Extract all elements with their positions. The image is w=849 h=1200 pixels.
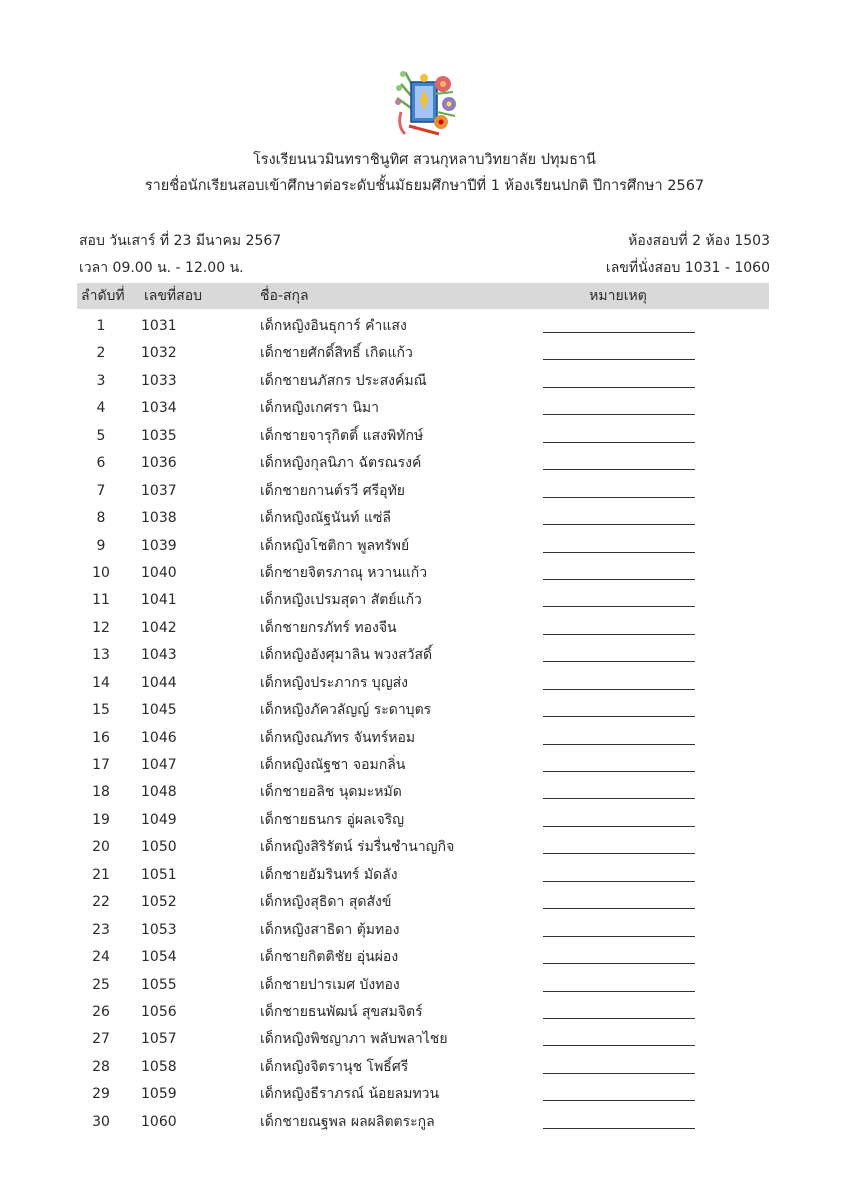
row-no: 3	[96, 372, 106, 389]
row-exam-id: 1037	[141, 482, 177, 499]
remark-line	[543, 1018, 695, 1019]
row-student-name: เด็กชายนภัสกร ประสงค์มณี	[260, 372, 427, 389]
row-no: 10	[92, 564, 110, 581]
row-student-name: เด็กหญิงอังศุมาลิน พวงสวัสดิ์	[260, 647, 433, 664]
row-student-name: เด็กชายปารเมศ บังทอง	[260, 976, 400, 993]
row-student-name: เด็กหญิงโชติกา พูลทรัพย์	[260, 537, 410, 554]
exam-time: เวลา 09.00 น. - 12.00 น.	[79, 260, 244, 276]
table-row	[77, 560, 769, 587]
row-student-name: เด็กชายกานต์รวี ศรีอุทัย	[260, 482, 405, 499]
row-no: 12	[92, 619, 110, 636]
row-no: 13	[92, 647, 110, 664]
row-no: 11	[92, 592, 110, 609]
remark-line	[543, 1128, 695, 1129]
row-no: 17	[92, 757, 110, 773]
remark-line	[543, 798, 695, 799]
remark-line	[543, 991, 695, 992]
school-emblem-logo	[391, 64, 461, 140]
row-exam-id: 1058	[141, 1058, 177, 1075]
table-row	[77, 505, 769, 532]
table-row	[77, 478, 769, 505]
table-row	[77, 1081, 769, 1108]
remark-line	[543, 442, 695, 443]
row-exam-id: 1047	[141, 757, 177, 773]
remark-line	[543, 414, 695, 415]
table-row	[77, 725, 769, 752]
seat-range: เลขที่นั่งสอบ 1031 - 1060	[605, 260, 770, 276]
row-exam-id: 1034	[141, 400, 177, 417]
row-student-name: เด็กชายอลิช นุดมะหมัด	[260, 784, 402, 801]
table-row	[77, 533, 769, 560]
header-no: ลำดับที่	[81, 288, 125, 304]
row-exam-id: 1039	[141, 537, 177, 554]
row-no: 1	[96, 318, 106, 334]
table-row	[77, 1054, 769, 1081]
document-subtitle: รายชื่อนักเรียนสอบเข้าศึกษาต่อระดับชั้นมัธยมศึกษาปีที่ 1 ห้องเรียนปกติ ปีการศึกษา 2567	[144, 178, 705, 194]
remark-line	[543, 908, 695, 909]
exam-room: ห้องสอบที่ 2 ห้อง 1503	[628, 233, 770, 249]
remark-line	[543, 963, 695, 964]
row-exam-id: 1055	[141, 976, 177, 993]
table-row	[77, 450, 769, 477]
remark-line	[543, 552, 695, 553]
row-exam-id: 1041	[141, 592, 177, 609]
table-row	[77, 423, 769, 450]
remark-line	[543, 716, 695, 717]
row-student-name: เด็กชายจิตรภาณุ หวานแก้ว	[260, 564, 428, 581]
table-row	[77, 697, 769, 724]
row-exam-id: 1048	[141, 784, 177, 801]
remark-line	[543, 332, 695, 333]
remark-line	[543, 1100, 695, 1101]
table-row	[77, 779, 769, 806]
remark-line	[543, 469, 695, 470]
row-student-name: เด็กหญิงจิตรานุช โพธิ์ศรี	[260, 1058, 409, 1075]
row-student-name: เด็กชายอัมรินทร์ มัดลัง	[260, 866, 398, 883]
table-row	[77, 999, 769, 1026]
exam-date: สอบ วันเสาร์ ที่ 23 มีนาคม 2567	[79, 233, 282, 249]
row-exam-id: 1052	[141, 894, 177, 911]
row-exam-id: 1033	[141, 372, 177, 389]
row-student-name: เด็กหญิงสิริรัตน์ ร่มรื่นชำนาญกิจ	[260, 839, 455, 856]
row-no: 6	[96, 455, 106, 472]
row-no: 20	[92, 839, 110, 856]
table-header	[77, 283, 769, 309]
row-no: 9	[96, 537, 106, 554]
remark-line	[543, 387, 695, 388]
row-student-name: เด็กชายธนพัฒน์ สุขสมจิตร์	[260, 1003, 423, 1020]
row-student-name: เด็กหญิงณัฐนันท์ แซ่ลี	[260, 510, 391, 527]
header-exam-id: เลขที่สอบ	[144, 288, 203, 304]
school-name: โรงเรียนนวมินทราชินูทิศ สวนกุหลาบวิทยาลัย ปทุมธานี	[253, 152, 596, 168]
row-exam-id: 1051	[141, 866, 177, 883]
remark-line	[543, 1073, 695, 1074]
student-table	[77, 313, 769, 1136]
row-no: 24	[92, 949, 110, 966]
remark-line	[543, 771, 695, 772]
row-student-name: เด็กชายจารุกิตติ์ แสงพิทักษ์	[260, 427, 424, 444]
remark-line	[543, 634, 695, 635]
row-no: 28	[92, 1058, 110, 1075]
row-student-name: เด็กหญิงเกศรา นิมา	[260, 400, 379, 417]
row-exam-id: 1044	[141, 674, 177, 691]
table-row	[77, 862, 769, 889]
remark-line	[543, 1045, 695, 1046]
remark-line	[543, 661, 695, 662]
table-row	[77, 313, 769, 340]
table-row	[77, 340, 769, 367]
table-row	[77, 1026, 769, 1053]
row-exam-id: 1042	[141, 619, 177, 636]
row-no: 16	[92, 729, 110, 746]
row-exam-id: 1040	[141, 564, 177, 581]
row-student-name: เด็กชายณฐพล ผลผลิตตระกูล	[260, 1113, 435, 1130]
row-exam-id: 1035	[141, 427, 177, 444]
remark-line	[543, 579, 695, 580]
table-row	[77, 917, 769, 944]
row-exam-id: 1043	[141, 647, 177, 664]
table-row	[77, 834, 769, 861]
row-exam-id: 1056	[141, 1003, 177, 1020]
row-student-name: เด็กหญิงณภัทร จันทร์หอม	[260, 729, 416, 746]
row-no: 25	[92, 976, 110, 993]
table-row	[77, 368, 769, 395]
row-no: 29	[92, 1086, 110, 1103]
header-name: ชื่อ-สกุล	[260, 288, 309, 304]
row-exam-id: 1060	[141, 1113, 177, 1130]
row-exam-id: 1036	[141, 455, 177, 472]
row-student-name: เด็กชายศักดิ์สิทธิ์ เกิดแก้ว	[260, 345, 413, 362]
row-no: 7	[96, 482, 106, 499]
row-no: 5	[96, 427, 106, 444]
remark-line	[543, 497, 695, 498]
remark-line	[543, 606, 695, 607]
table-row	[77, 1109, 769, 1136]
remark-line	[543, 359, 695, 360]
row-no: 22	[92, 894, 110, 911]
row-exam-id: 1038	[141, 510, 177, 527]
row-student-name: เด็กหญิงพิชญาภา พลับพลาไชย	[260, 1031, 448, 1048]
row-exam-id: 1045	[141, 702, 177, 719]
row-no: 27	[92, 1031, 110, 1048]
remark-line	[543, 853, 695, 854]
row-no: 30	[92, 1113, 110, 1130]
remark-line	[543, 744, 695, 745]
row-student-name: เด็กหญิงอินธุการ์ คำแสง	[260, 318, 407, 334]
row-student-name: เด็กหญิงกุลนิภา ฉัตรณรงค์	[260, 455, 422, 472]
row-no: 18	[92, 784, 110, 801]
row-no: 2	[96, 345, 106, 362]
header-remark: หมายเหตุ	[589, 288, 647, 304]
row-student-name: เด็กหญิงณัฐชา จอมกลิ่น	[260, 757, 406, 773]
row-student-name: เด็กหญิงประภากร บุญส่ง	[260, 674, 409, 691]
table-row	[77, 642, 769, 669]
row-no: 21	[92, 866, 110, 883]
remark-line	[543, 881, 695, 882]
row-student-name: เด็กชายธนกร อู่ผลเจริญ	[260, 811, 405, 828]
row-student-name: เด็กหญิงธีราภรณ์ น้อยลมทวน	[260, 1086, 440, 1103]
row-student-name: เด็กหญิงภัควลัญญ์ ระดาบุตร	[260, 702, 432, 719]
remark-line	[543, 826, 695, 827]
row-exam-id: 1046	[141, 729, 177, 746]
row-student-name: เด็กหญิงเปรมสุดา สัตย์แก้ว	[260, 592, 422, 609]
row-exam-id: 1050	[141, 839, 177, 856]
table-row	[77, 752, 769, 779]
table-row	[77, 670, 769, 697]
table-row	[77, 587, 769, 614]
row-student-name: เด็กหญิงสาธิดา ตุ้มทอง	[260, 921, 400, 938]
row-exam-id: 1054	[141, 949, 177, 966]
table-row	[77, 615, 769, 642]
table-row	[77, 972, 769, 999]
row-no: 14	[92, 674, 110, 691]
remark-line	[543, 524, 695, 525]
row-exam-id: 1049	[141, 811, 177, 828]
row-student-name: เด็กหญิงสุธิดา สุดสังข์	[260, 894, 392, 911]
row-exam-id: 1057	[141, 1031, 177, 1048]
row-no: 4	[96, 400, 106, 417]
row-exam-id: 1059	[141, 1086, 177, 1103]
row-no: 19	[92, 811, 110, 828]
remark-line	[543, 936, 695, 937]
table-row	[77, 889, 769, 916]
row-no: 23	[92, 921, 110, 938]
row-no: 8	[96, 510, 106, 527]
row-student-name: เด็กชายกรภัทร์ ทองจีน	[260, 619, 397, 636]
table-row	[77, 807, 769, 834]
row-student-name: เด็กชายกิตติชัย อุ่นผ่อง	[260, 949, 399, 966]
row-exam-id: 1031	[141, 318, 177, 334]
table-row	[77, 395, 769, 422]
row-exam-id: 1032	[141, 345, 177, 362]
table-row	[77, 944, 769, 971]
row-no: 26	[92, 1003, 110, 1020]
row-exam-id: 1053	[141, 921, 177, 938]
remark-line	[543, 689, 695, 690]
row-no: 15	[92, 702, 110, 719]
